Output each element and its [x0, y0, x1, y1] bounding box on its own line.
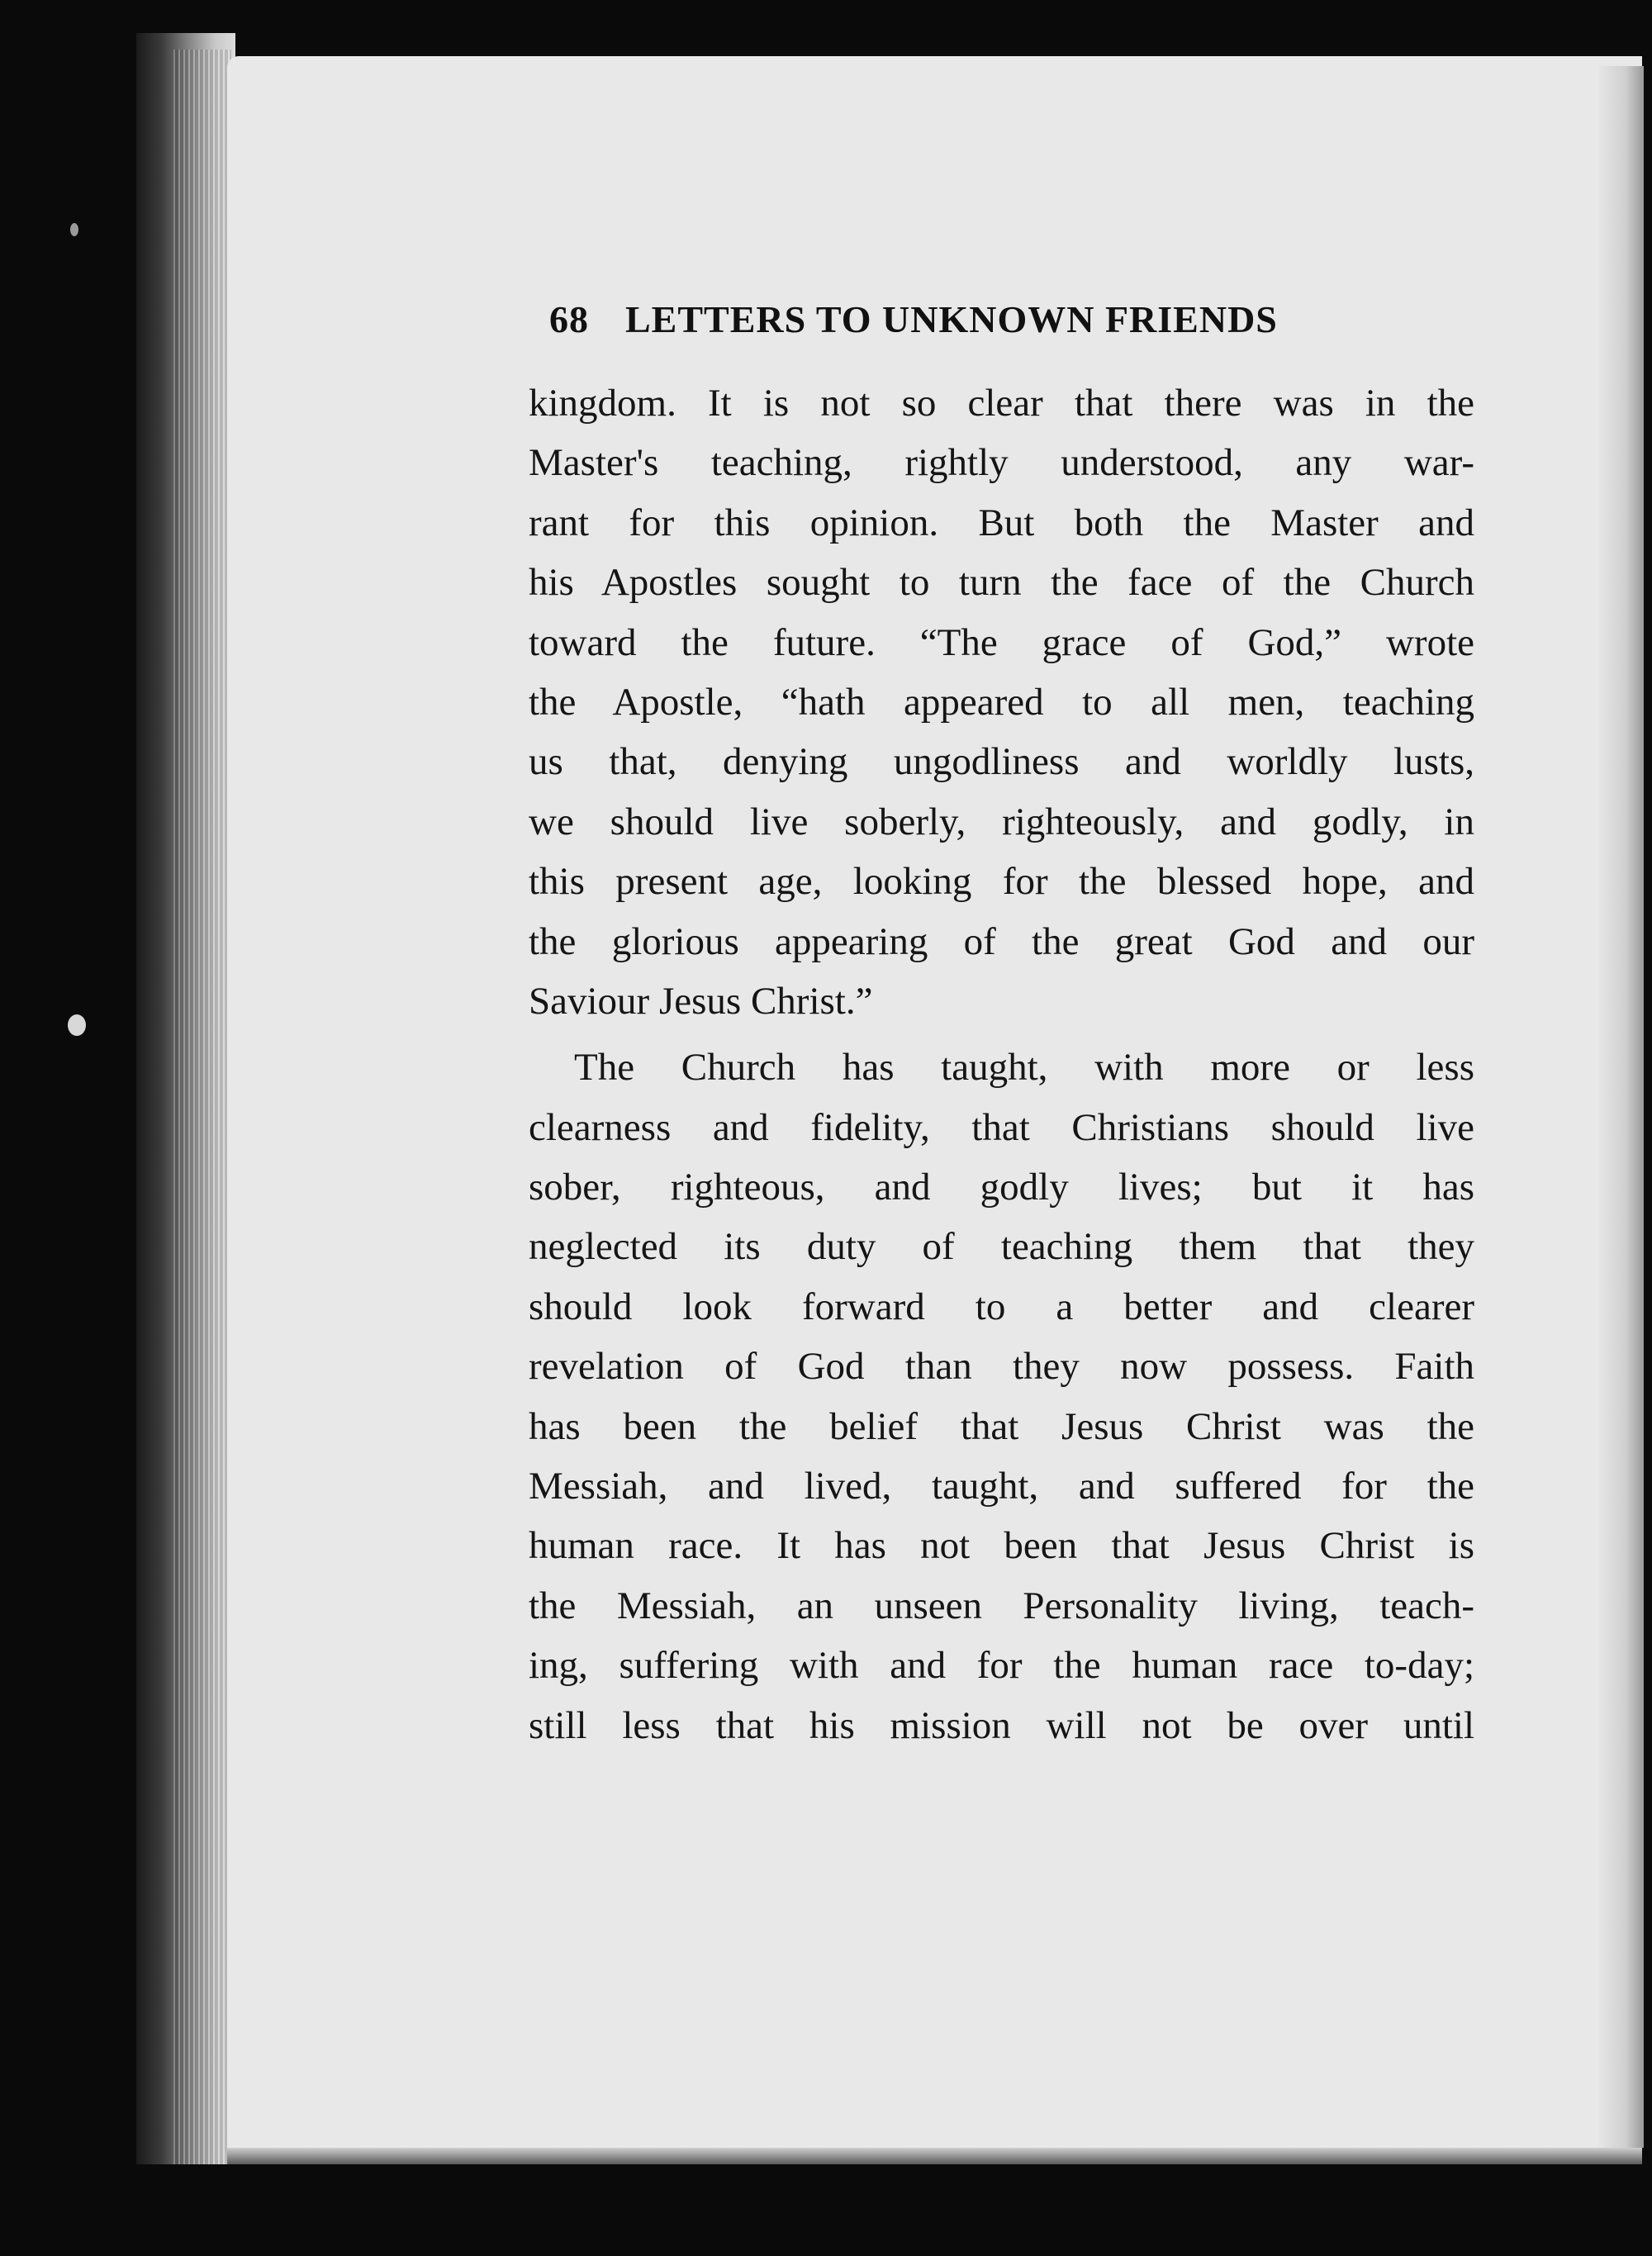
text-line: kingdom. It is not so clear that there was in the: [529, 382, 1474, 425]
running-header: [549, 297, 1384, 341]
text-line: Messiah, and lived, taught, and suffered for the: [529, 1465, 1474, 1508]
text-line: the glorious appearing of the great God and our: [529, 919, 1474, 963]
text-line: should look forward to a better and clearer: [529, 1285, 1474, 1328]
text-line: clearness and fidelity, that Christians should live: [529, 1105, 1474, 1149]
text-line: we should live soberly, righteously, and godly, in: [529, 800, 1474, 843]
paragraph: [529, 373, 1474, 1031]
text-line: toward the future. “The grace of God,” wrote: [529, 620, 1474, 664]
text-line: his Apostles sought to turn the face of the Church: [529, 561, 1474, 605]
text-line: rant for this opinion. But both the Master and: [529, 501, 1474, 544]
paragraph: [529, 1038, 1474, 1755]
page-right-edge: [1598, 66, 1644, 2148]
scan-speck: [68, 1014, 86, 1036]
text-line: The Church has taught, with more or less: [574, 1046, 1474, 1090]
body-text: [529, 373, 1474, 1755]
text-line: the Apostle, “hath appeared to all men, teaching: [529, 680, 1474, 724]
page-bottom-shadow: [227, 2148, 1642, 2164]
text-line: Saviour Jesus Christ.”: [529, 979, 873, 1023]
text-line: sober, righteous, and godly lives; but it has: [529, 1166, 1474, 1209]
text-line: still less that his mission will not be over until: [529, 1703, 1474, 1747]
text-line: this present age, looking for the blessed hope, and: [529, 860, 1474, 904]
text-line: revelation of God than they now possess. Faith: [529, 1345, 1474, 1389]
text-line: human race. It has not been that Jesus Christ is: [529, 1524, 1474, 1568]
page-stack-edge: [173, 50, 231, 2164]
text-line: has been the belief that Jesus Christ was the: [529, 1404, 1474, 1448]
running-title: LETTERS TO UNKNOWN FRIENDS: [625, 298, 1278, 340]
text-line: us that, denying ungodliness and worldly lusts,: [529, 740, 1474, 784]
text-line: neglected its duty of teaching them that they: [529, 1225, 1474, 1269]
page-number: 68: [549, 298, 589, 340]
text-line: ing, suffering with and for the human race to-day;: [529, 1644, 1474, 1688]
text-line: the Messiah, an unseen Personality living, teach-: [529, 1584, 1474, 1627]
scan-speck: [70, 223, 78, 236]
text-line: Master's teaching, rightly understood, any war-: [529, 441, 1474, 485]
